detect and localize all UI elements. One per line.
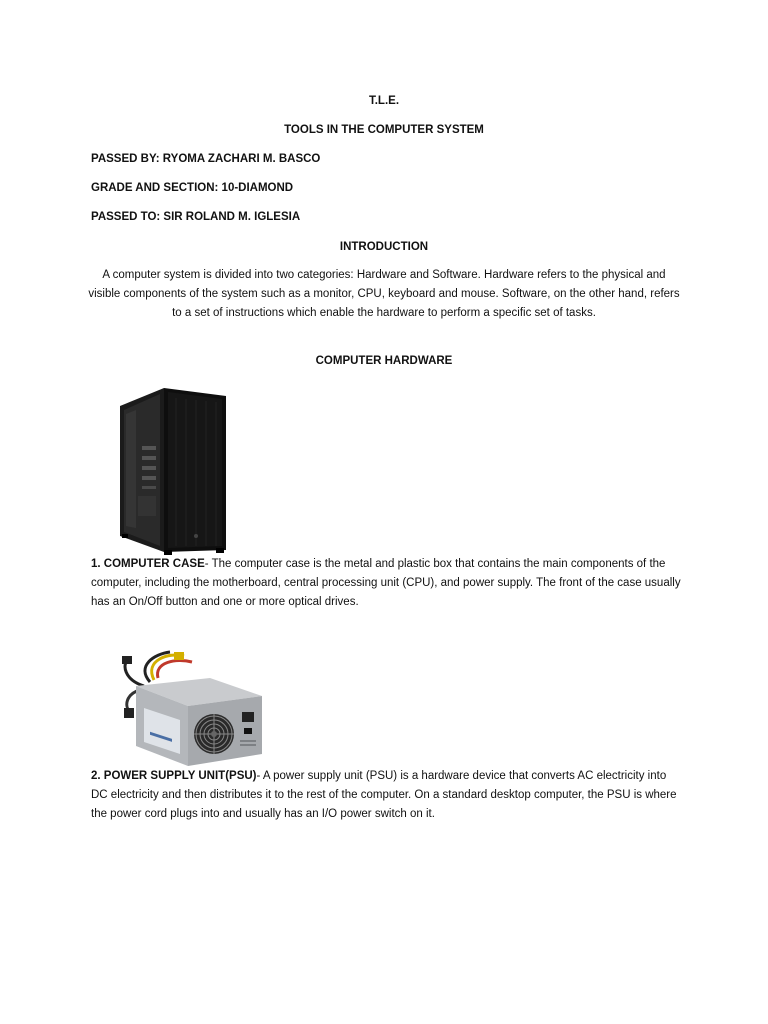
intro-paragraph: A computer system is divided into two categories: Hardware and Software. Hardware refers to the physical and visible components of the system such as a monitor, CPU, keyboard and mouse. Software, on the other hand, refers to a set of instructions which enable the hardware to perform a specific set of tasks. — [88, 269, 680, 319]
passed-by: PASSED BY: RYOMA ZACHARI M. BASCO — [91, 153, 321, 165]
computer-case-desc — [91, 555, 681, 612]
psu-text: - A power supply unit (PSU) is a hardware device that converts AC electricity into DC electricity and then distributes it to the rest of the computer. On a standard desktop computer, the PSU is where the power cord plugs into and usually has an I/O power switch on it. — [91, 770, 677, 820]
computer-case-icon — [116, 386, 228, 558]
computer-case-text: - The computer case is the metal and plastic box that contains the main components of the computer, including the motherboard, central processing unit (CPU), and power supply. The front of the case usually has an On/Off button and one or more optical drives. — [91, 558, 681, 608]
psu-desc — [91, 767, 681, 824]
passed-to: PASSED TO: SIR ROLAND M. IGLESIA — [91, 211, 301, 223]
document-title: TOOLS IN THE COMPUTER SYSTEM — [284, 124, 484, 136]
psu-term: 2. POWER SUPPLY UNIT(PSU) — [91, 770, 257, 782]
intro-heading: INTRODUCTION — [339, 241, 429, 253]
power-supply-icon — [114, 650, 266, 768]
grade-section: GRADE AND SECTION: 10-DIAMOND — [91, 182, 294, 194]
subject-heading: T.L.E. — [368, 95, 400, 107]
computer-case-term: 1. COMPUTER CASE — [91, 558, 205, 570]
hardware-heading: COMPUTER HARDWARE — [315, 355, 453, 367]
